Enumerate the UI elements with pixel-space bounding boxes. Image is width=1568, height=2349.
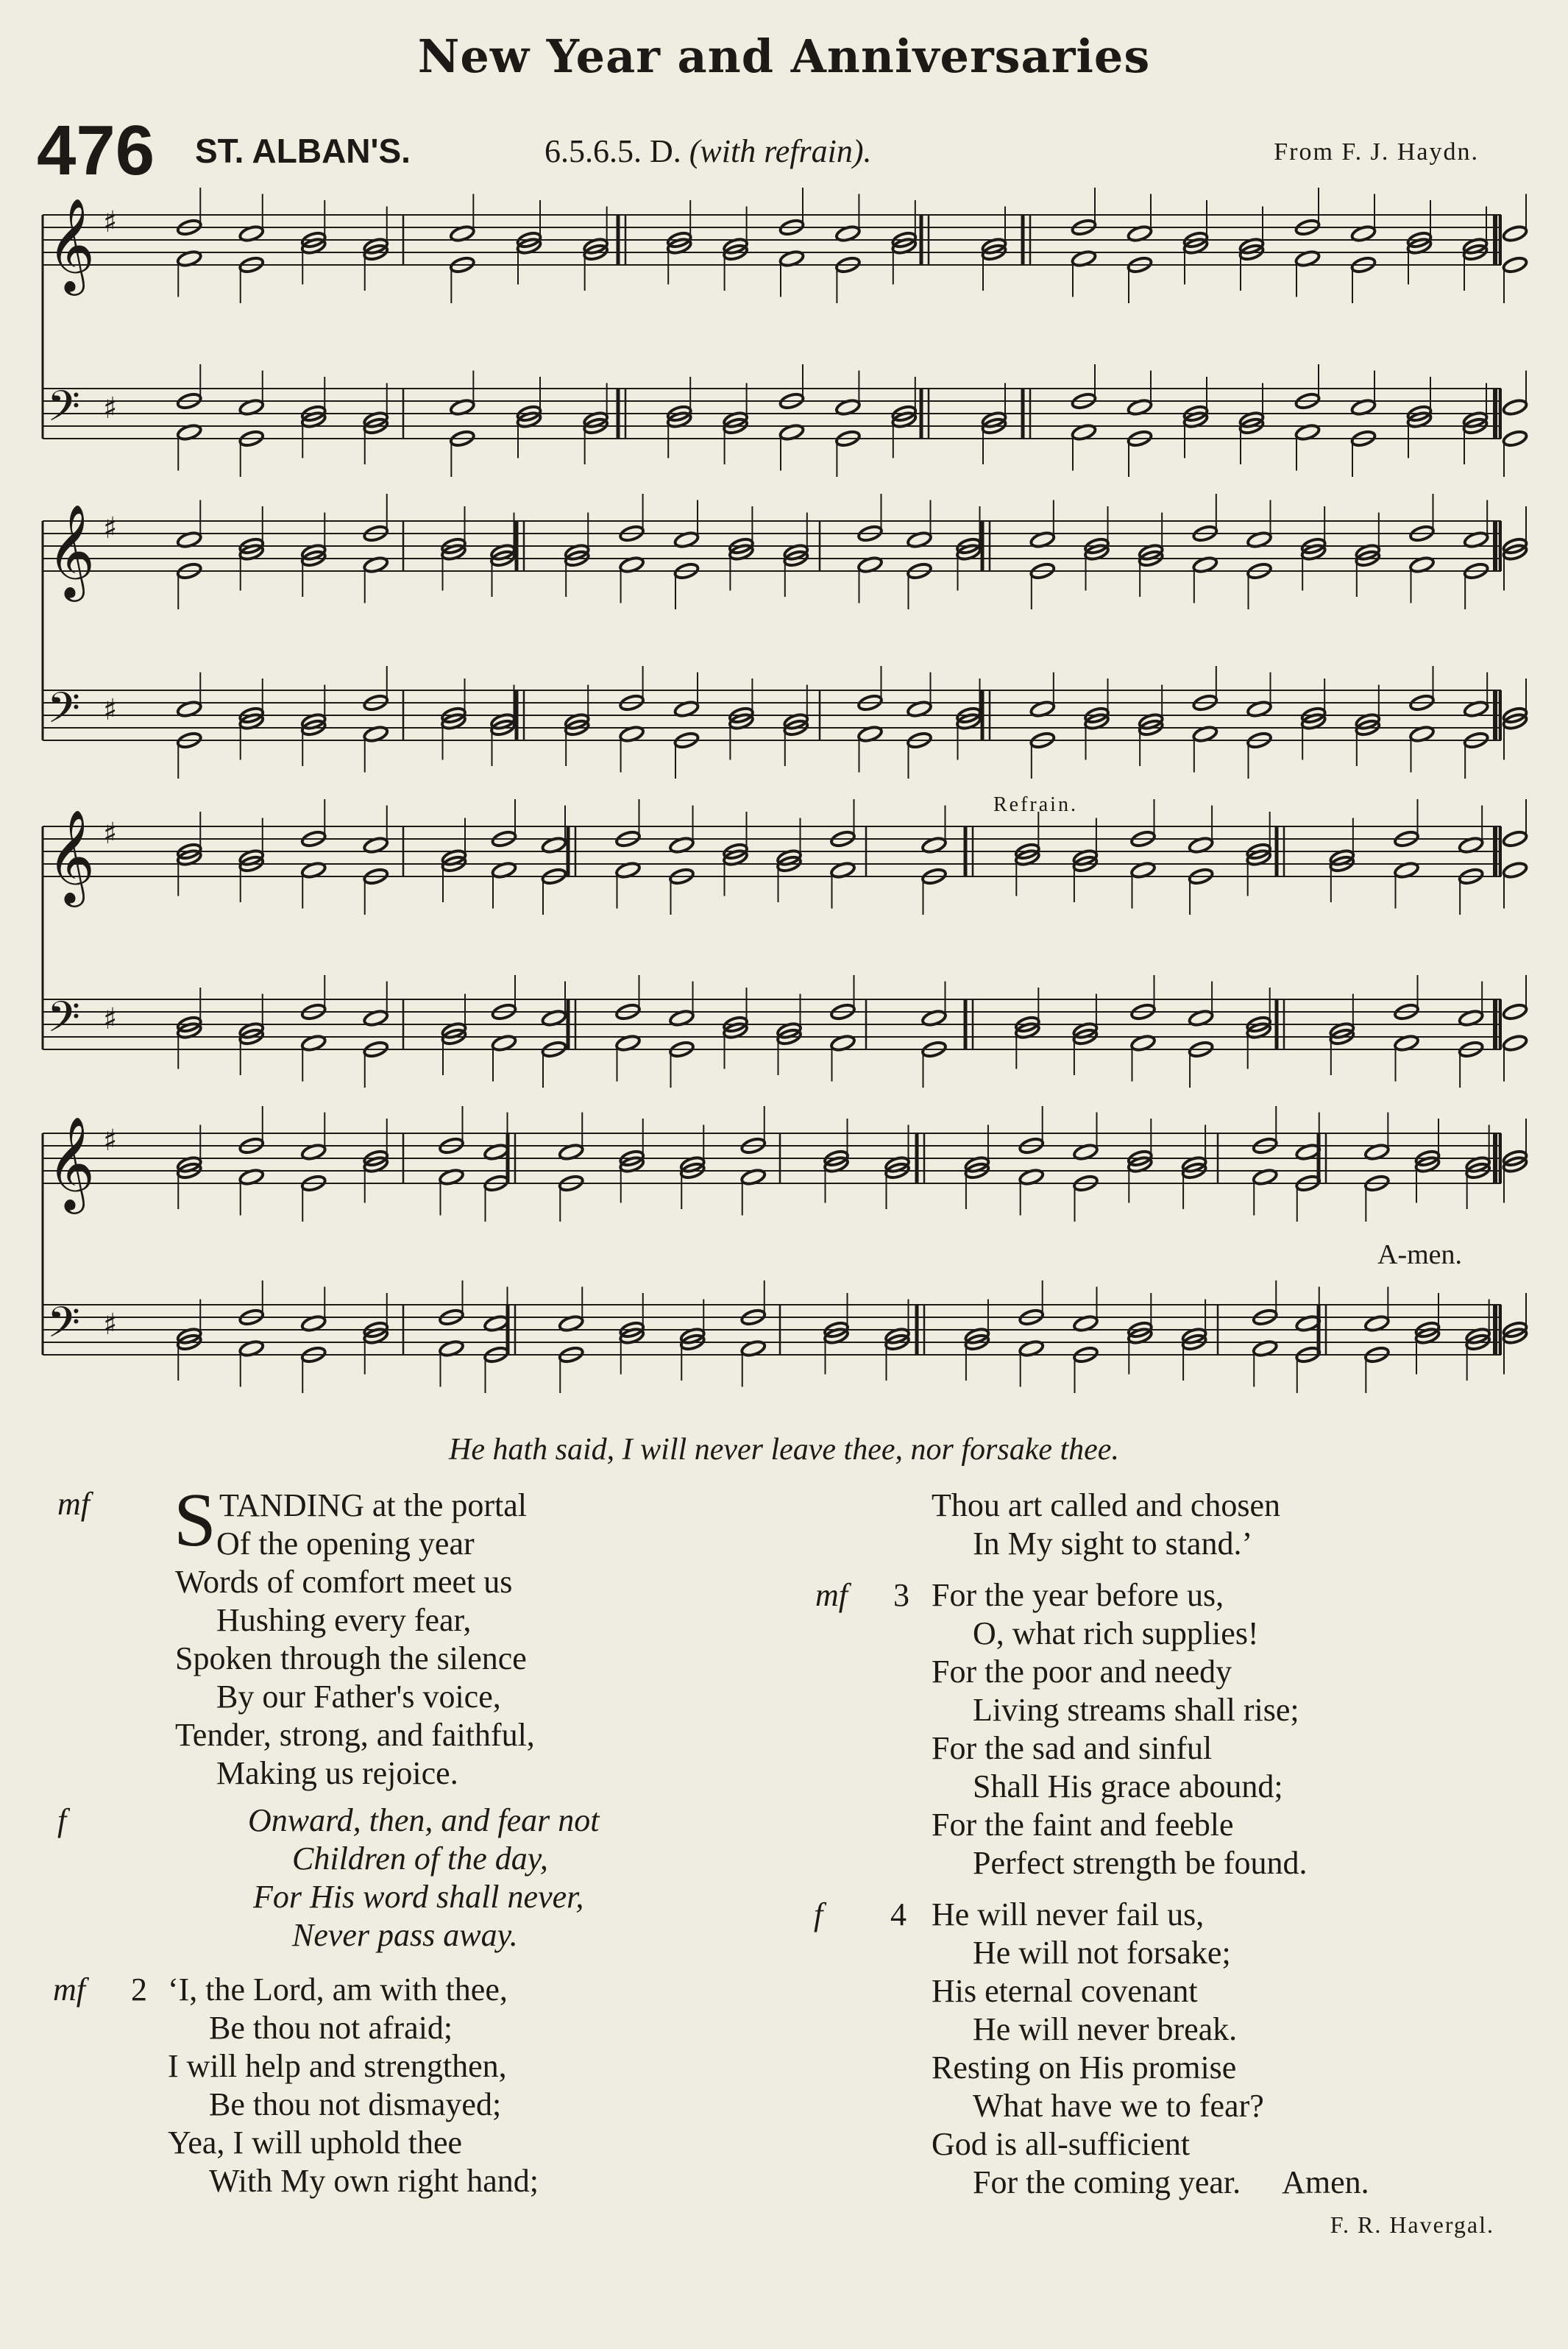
note-head xyxy=(1502,398,1528,417)
verse-line: Resting on His promise xyxy=(932,2049,1237,2086)
verse-line: Thou art called and chosen xyxy=(932,1487,1281,1523)
treble-clef-icon: 𝄞 xyxy=(47,503,96,598)
verse3-number: 3 xyxy=(893,1577,909,1613)
refrain-line: Children of the day, xyxy=(292,1840,548,1877)
refrain-line: For His word shall never, xyxy=(253,1879,584,1915)
section-title: New Year and Anniversaries xyxy=(417,29,1151,83)
bass-clef-icon: 𝄢 xyxy=(47,992,81,1052)
refrain-line: Never pass away. xyxy=(292,1917,518,1953)
verse-line: Of the opening year xyxy=(216,1526,475,1562)
sharp-icon: ♯ xyxy=(103,1002,118,1036)
note-head xyxy=(1502,255,1528,274)
verse-line: What have we to fear? xyxy=(973,2088,1264,2124)
verse-line: He will never break. xyxy=(973,2011,1238,2047)
verse-line: Living streams shall rise; xyxy=(973,1692,1299,1728)
note-head xyxy=(1502,224,1528,243)
verse-line: O, what rich supplies! xyxy=(973,1615,1259,1651)
verse2-number: 2 xyxy=(131,1971,147,2008)
verse1-dynamic: mf xyxy=(57,1486,90,1522)
verse-4 xyxy=(932,1896,1535,2202)
drop-cap: S xyxy=(174,1478,216,1562)
bass-clef-icon: 𝄢 xyxy=(47,381,81,442)
note-head xyxy=(1502,1034,1528,1052)
amen-text: Amen. xyxy=(1282,2164,1369,2200)
verse-line: Tender, strong, and faithful, xyxy=(175,1717,535,1753)
verse-line: His eternal covenant xyxy=(932,1973,1198,2009)
bass-clef-icon: 𝄢 xyxy=(47,683,81,743)
verse-1 xyxy=(175,1487,911,1793)
verse-line: He will never fail us, xyxy=(932,1896,1205,1932)
verse-3 xyxy=(932,1576,1535,1882)
amen-label: A-men. xyxy=(1377,1239,1463,1270)
note-head xyxy=(1502,429,1528,447)
verse-line: In My sight to stand.’ xyxy=(973,1526,1253,1562)
treble-clef-icon: 𝄞 xyxy=(47,809,96,903)
hymn-number: 476 xyxy=(37,111,155,190)
scripture-quote: He hath said, I will never leave thee, nor forsake thee. xyxy=(449,1433,1119,1467)
verse-line: By our Father's voice, xyxy=(216,1679,501,1715)
sharp-icon: ♯ xyxy=(103,205,118,239)
note-head xyxy=(1502,861,1528,879)
sharp-icon: ♯ xyxy=(103,1308,118,1342)
refrain-label: Refrain. xyxy=(993,793,1078,816)
composer: From F. J. Haydn. xyxy=(1274,138,1479,166)
verse-line: For the faint and feeble xyxy=(932,1807,1234,1843)
verse-line: Be thou not dismayed; xyxy=(209,2086,502,2122)
verse-line: Yea, I will uphold thee xyxy=(168,2125,463,2161)
verse-line: For the poor and needy xyxy=(932,1654,1232,1690)
sharp-icon: ♯ xyxy=(103,511,118,545)
verse1-first-line: TANDING at the portal xyxy=(219,1487,528,1523)
verse-line: For the sad and sinful xyxy=(932,1730,1213,1766)
bass-clef-icon: 𝄢 xyxy=(47,1297,81,1358)
treble-clef-icon: 𝄞 xyxy=(47,197,96,291)
verse-line: ‘I, the Lord, am with thee, xyxy=(168,1971,508,2008)
verse-line: I will help and strengthen, xyxy=(168,2048,507,2084)
verse-line: Spoken through the silence xyxy=(175,1640,527,1676)
verse-line: For the year before us, xyxy=(932,1577,1224,1613)
sharp-icon: ♯ xyxy=(103,392,118,425)
verse-line: Shall His grace abound; xyxy=(973,1768,1283,1804)
verse-line: With My own right hand; xyxy=(209,2163,539,2199)
meter-value: 6.5.6.5. D. xyxy=(544,133,681,169)
meter-note: (with refrain). xyxy=(689,133,872,169)
refrain-text xyxy=(215,1801,877,1955)
verse-line-text: For the coming year. xyxy=(973,2164,1241,2200)
treble-clef-icon: 𝄞 xyxy=(47,1116,96,1210)
sharp-icon: ♯ xyxy=(103,1124,118,1158)
verse4-number: 4 xyxy=(890,1896,907,1932)
note-head xyxy=(1502,1002,1528,1021)
verse-line: God is all-sufficient xyxy=(932,2126,1191,2162)
verse-line xyxy=(932,2164,1535,2202)
refrain-line: Onward, then, and fear not xyxy=(248,1802,600,1838)
tune-name: ST. ALBAN'S. xyxy=(195,132,411,170)
verse-line: Be thou not afraid; xyxy=(209,2010,453,2046)
verse-line: Perfect strength be found. xyxy=(973,1845,1308,1881)
verse-2-part-2 xyxy=(932,1487,1535,1563)
note-head xyxy=(1502,829,1528,848)
verse-line: Making us rejoice. xyxy=(216,1755,458,1791)
sharp-icon: ♯ xyxy=(103,693,118,727)
verse-line: He will not forsake; xyxy=(973,1935,1231,1971)
verse-2-part-1 xyxy=(168,1971,904,2200)
verse-line: Hushing every fear, xyxy=(216,1602,472,1638)
verse-line: Words of comfort meet us xyxy=(175,1564,513,1600)
verse3-dynamic: mf xyxy=(815,1577,848,1613)
refrain-dynamic: f xyxy=(57,1802,67,1838)
sharp-icon: ♯ xyxy=(103,817,118,851)
hymn-author: F. R. Havergal. xyxy=(1330,2211,1494,2238)
verse2-dynamic: mf xyxy=(53,1971,85,2008)
verse4-dynamic: f xyxy=(814,1896,823,1932)
